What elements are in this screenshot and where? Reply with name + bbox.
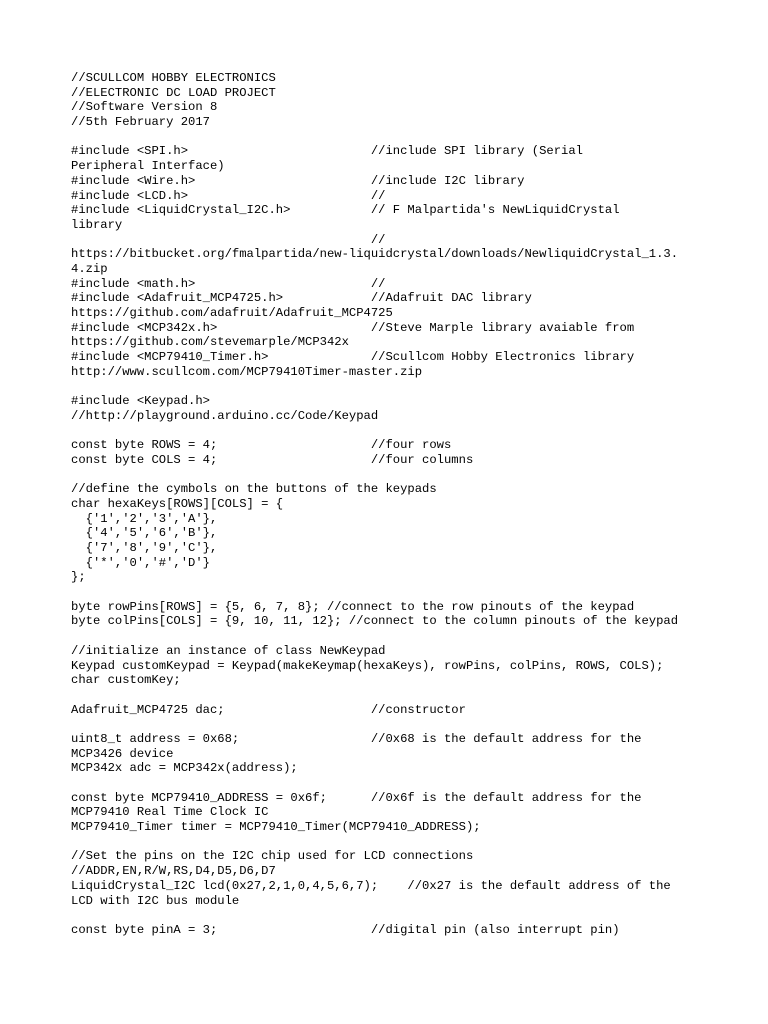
code-line [71, 379, 711, 394]
code-line: char hexaKeys[ROWS][COLS] = { [71, 496, 284, 511]
code-line: //ELECTRONIC DC LOAD PROJECT [71, 85, 276, 100]
code-line: const byte ROWS = 4; //four rows [71, 438, 452, 453]
code-line: {'4','5','6','B'}, [71, 526, 218, 541]
code-line: //ADDR,EN,R/W,RS,D4,D5,D6,D7 [71, 864, 276, 879]
code-line: const byte pinA = 3; //digital pin (also interrupt pin) [71, 922, 620, 937]
code-line [71, 776, 711, 791]
code-line: MCP342x adc = MCP342x(address); [71, 761, 298, 776]
code-line: https://bitbucket.org/fmalpartida/new-liquidcrystal/downloads/NewliquidCrystal_1.3. [71, 247, 679, 262]
code-line: }; [71, 570, 86, 585]
code-line: Adafruit_MCP4725 dac; //constructor [71, 702, 466, 717]
code-line [71, 468, 711, 483]
code-line [71, 717, 711, 732]
code-line: library [71, 217, 123, 232]
code-line: {'1','2','3','A'}, [71, 511, 218, 526]
code-line: LCD with I2C bus module [71, 893, 240, 908]
code-line [71, 424, 711, 439]
code-line: {'*','0','#','D'} [71, 555, 210, 570]
code-line: #include <MCP79410_Timer.h> //Scullcom Hobby Electronics library [71, 350, 635, 365]
code-line: 4.zip [71, 261, 108, 276]
code-line: char customKey; [71, 673, 181, 688]
code-line: https://github.com/adafruit/Adafruit_MCP4725 [71, 306, 393, 320]
code-line: const byte MCP79410_ADDRESS = 0x6f; //0x6f is the default address for the [71, 790, 642, 805]
code-line [71, 130, 711, 145]
code-line: //5th February 2017 [71, 115, 210, 130]
code-line: //initialize an instance of class NewKeypad [71, 643, 386, 658]
code-line: #include <MCP342x.h> //Steve Marple library avaiable from [71, 320, 635, 335]
code-line: #include <math.h> // [71, 276, 386, 291]
code-line: http://www.scullcom.com/MCP79410Timer-master.zip [71, 364, 423, 379]
code-line: #include <Wire.h> //include I2C library [71, 173, 525, 188]
code-line: byte rowPins[ROWS] = {5, 6, 7, 8}; //connect to the row pinouts of the keypad [71, 599, 635, 614]
code-line: byte colPins[COLS] = {9, 10, 11, 12}; //connect to the column pinouts of the keypad [71, 614, 679, 629]
code-line: {'7','8','9','C'}, [71, 541, 218, 555]
code-line: #include <SPI.h> //include SPI library (Serial [71, 144, 583, 159]
code-line [71, 629, 711, 644]
code-line: MCP79410_Timer timer = MCP79410_Timer(MCP79410_ADDRESS); [71, 820, 481, 835]
code-line: //http://playground.arduino.cc/Code/Keypad [71, 408, 379, 423]
code-line: https://github.com/stevemarple/MCP342x [71, 335, 349, 350]
code-line [71, 908, 711, 923]
code-line: LiquidCrystal_I2C lcd(0x27,2,1,0,4,5,6,7); //0x27 is the default address of the [71, 878, 671, 893]
code-line: #include <LiquidCrystal_I2C.h> // F Malpartida's NewLiquidCrystal [71, 203, 620, 218]
code-line: // [71, 232, 386, 247]
code-line: MCP79410 Real Time Clock IC [71, 805, 269, 820]
code-line: //Software Version 8 [71, 100, 218, 115]
code-line [71, 585, 711, 600]
code-line: Keypad customKeypad = Keypad(makeKeymap(hexaKeys), rowPins, colPins, ROWS, COLS); [71, 658, 664, 673]
code-line: const byte COLS = 4; //four columns [71, 452, 474, 467]
code-line: //SCULLCOM HOBBY ELECTRONICS [71, 71, 276, 85]
code-line [71, 688, 711, 703]
code-line: //Set the pins on the I2C chip used for LCD connections [71, 849, 474, 864]
code-line: #include <Keypad.h> [71, 394, 210, 409]
code-line: MCP3426 device [71, 746, 174, 761]
code-line: uint8_t address = 0x68; //0x68 is the default address for the [71, 731, 642, 746]
source-code-block [71, 71, 711, 938]
code-line: Peripheral Interface) [71, 159, 225, 174]
code-line: //define the cymbols on the buttons of the keypads [71, 482, 437, 497]
code-line: #include <Adafruit_MCP4725.h> //Adafruit DAC library [71, 291, 532, 306]
code-line [71, 835, 711, 850]
code-line: #include <LCD.h> // [71, 188, 386, 203]
